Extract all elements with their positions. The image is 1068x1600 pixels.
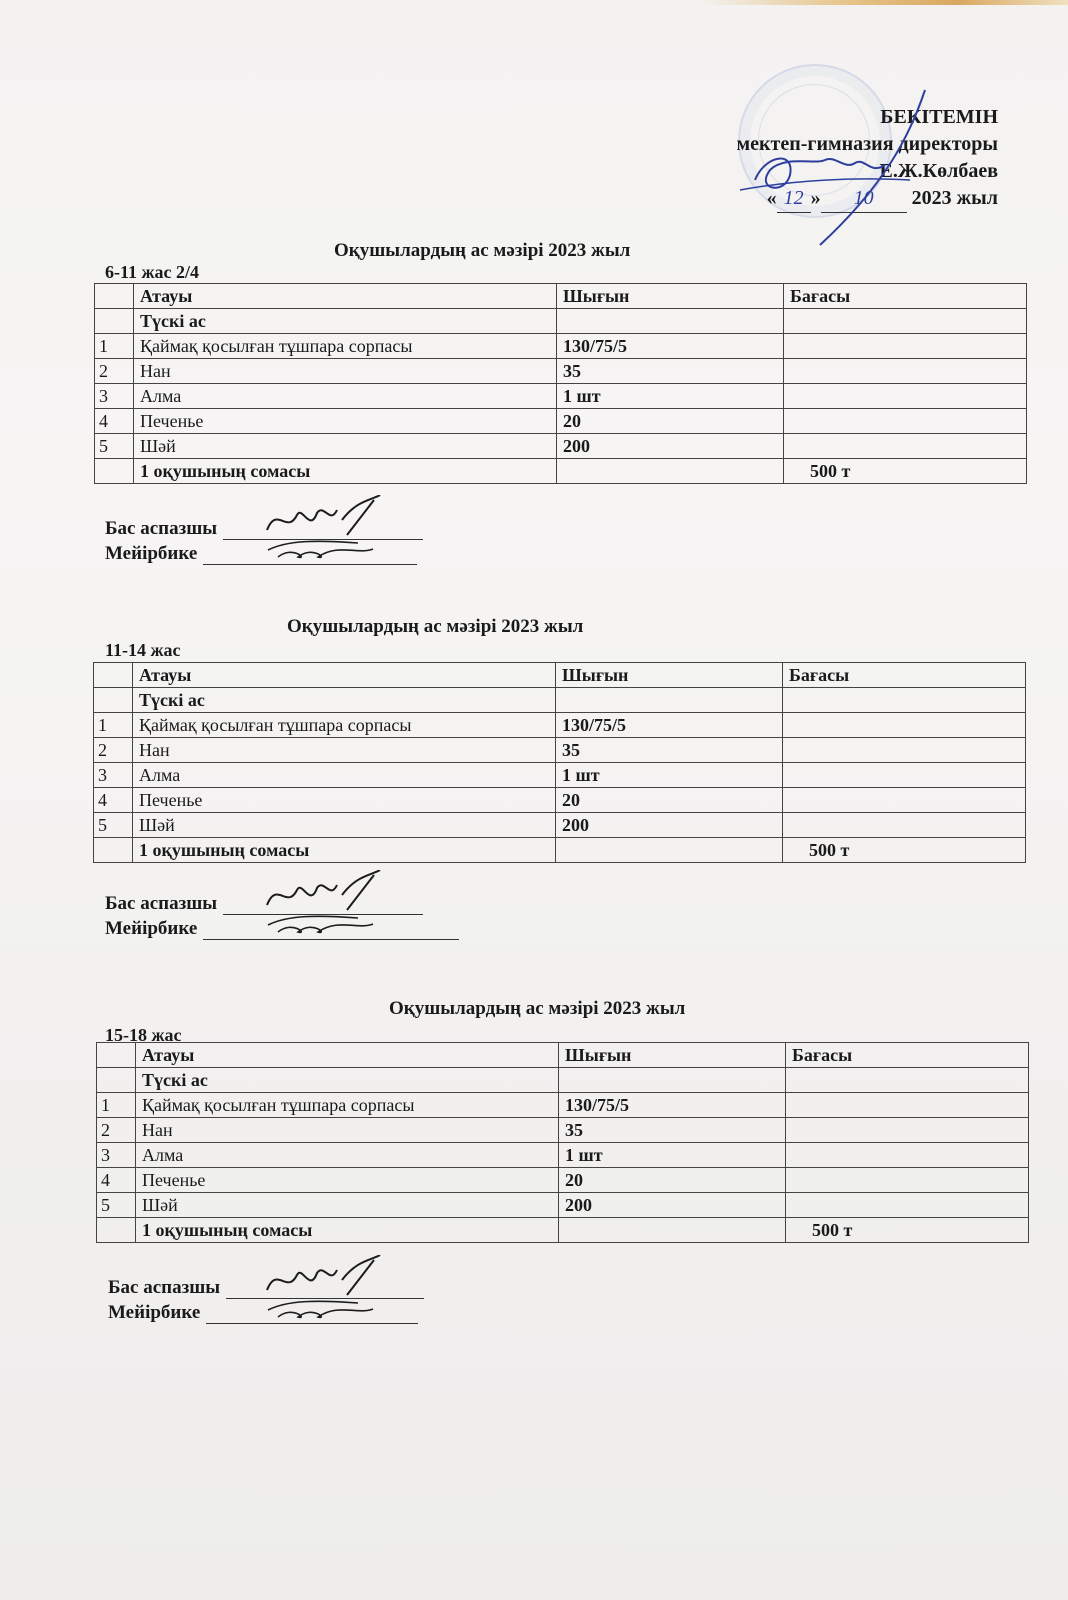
header-qty: Шығын: [557, 284, 784, 309]
empty-cell: [557, 309, 784, 334]
row-num: 1: [94, 713, 133, 738]
row-qty: 20: [556, 788, 783, 813]
table-row: [94, 813, 1026, 838]
menu-title: Оқушылардың ас мәзірі 2023 жыл: [389, 998, 686, 1019]
row-qty: 200: [557, 434, 784, 459]
row-name: Печенье: [133, 788, 556, 813]
row-num: 4: [94, 788, 133, 813]
signature-rule: [203, 938, 459, 940]
table-row: [95, 384, 1027, 409]
total-row: [95, 459, 1027, 484]
approval-name: Е.Ж.Көлбаев: [879, 160, 998, 182]
row-name: Қаймақ қосылған тұшпара сорпасы: [136, 1093, 559, 1118]
table-row: [94, 788, 1026, 813]
header-price: Бағасы: [783, 663, 1026, 688]
meal-name: Түскі ас: [133, 688, 556, 713]
nurse-signature-line: [105, 918, 459, 940]
table-header-row: [94, 663, 1026, 688]
total-value: 500 т: [786, 1218, 1029, 1243]
header-qty: Шығын: [559, 1043, 786, 1068]
header-num-cell: [94, 663, 133, 688]
empty-cell: [556, 688, 783, 713]
row-price: [783, 788, 1026, 813]
row-num: 1: [95, 334, 134, 359]
table-row: [95, 434, 1027, 459]
age-group: 15-18 жас: [105, 1025, 182, 1045]
row-qty: 130/75/5: [556, 713, 783, 738]
row-price: [786, 1193, 1029, 1218]
row-name: Қаймақ қосылған тұшпара сорпасы: [134, 334, 557, 359]
date-year: 2023 жыл: [911, 187, 998, 209]
row-price: [783, 813, 1026, 838]
menu-table: [96, 1042, 1029, 1243]
row-qty: 1 шт: [557, 384, 784, 409]
empty-cell: [97, 1068, 136, 1093]
meal-row: [97, 1068, 1029, 1093]
row-qty: 20: [559, 1168, 786, 1193]
row-num: 2: [95, 359, 134, 384]
row-num: 3: [94, 763, 133, 788]
approval-block: [736, 104, 998, 213]
row-price: [784, 384, 1027, 409]
date-open-quote: «: [766, 187, 777, 209]
row-num: 4: [95, 409, 134, 434]
background-strip: [700, 0, 1068, 5]
signature-rule: [223, 913, 423, 915]
table-row: [97, 1093, 1029, 1118]
signature-rule: [203, 563, 417, 565]
row-price: [784, 334, 1027, 359]
row-name: Нан: [136, 1118, 559, 1143]
row-num: 4: [97, 1168, 136, 1193]
row-qty: 35: [557, 359, 784, 384]
row-price: [784, 409, 1027, 434]
row-qty: 35: [556, 738, 783, 763]
table-row: [97, 1143, 1029, 1168]
row-price: [786, 1118, 1029, 1143]
row-num: 5: [94, 813, 133, 838]
row-name: Алма: [133, 763, 556, 788]
chef-label: Бас аспазшы: [105, 893, 218, 914]
empty-cell: [786, 1068, 1029, 1093]
header-price: Бағасы: [786, 1043, 1029, 1068]
row-qty: 20: [557, 409, 784, 434]
row-name: Нан: [133, 738, 556, 763]
empty-cell: [94, 838, 133, 863]
empty-cell: [783, 688, 1026, 713]
nurse-signature-line: [105, 543, 417, 565]
row-price: [783, 713, 1026, 738]
total-value: 500 т: [784, 459, 1027, 484]
table-row: [94, 763, 1026, 788]
row-num: 5: [97, 1193, 136, 1218]
nurse-signature-line: [108, 1302, 418, 1324]
header-num-cell: [95, 284, 134, 309]
meal-row: [95, 309, 1027, 334]
nurse-label: Мейірбике: [108, 1302, 201, 1323]
row-name: Алма: [134, 384, 557, 409]
row-price: [786, 1093, 1029, 1118]
date-month: 10: [821, 185, 907, 213]
table-row: [94, 738, 1026, 763]
row-name: Шәй: [134, 434, 557, 459]
row-num: 3: [95, 384, 134, 409]
approval-position: мектеп-гимназия директоры: [736, 133, 998, 155]
row-qty: 200: [556, 813, 783, 838]
chef-signature-line: [105, 893, 423, 915]
row-num: 5: [95, 434, 134, 459]
menu-title: Оқушылардың ас мәзірі 2023 жыл: [334, 240, 631, 261]
chef-signature-line: [105, 518, 423, 540]
row-price: [786, 1168, 1029, 1193]
nurse-label: Мейірбике: [105, 543, 198, 564]
menu-table: [94, 283, 1027, 484]
total-row: [97, 1218, 1029, 1243]
total-label: 1 оқушының сомасы: [136, 1218, 559, 1243]
row-qty: 35: [559, 1118, 786, 1143]
date-close-quote: »: [810, 187, 821, 209]
row-name: Нан: [134, 359, 557, 384]
table-row: [95, 334, 1027, 359]
nurse-label: Мейірбике: [105, 918, 198, 939]
chef-label: Бас аспазшы: [108, 1277, 221, 1298]
table-row: [95, 409, 1027, 434]
header-name: Атауы: [134, 284, 557, 309]
header-num-cell: [97, 1043, 136, 1068]
meal-name: Түскі ас: [136, 1068, 559, 1093]
row-price: [784, 359, 1027, 384]
menu-title: Оқушылардың ас мәзірі 2023 жыл: [287, 616, 584, 637]
empty-cell: [559, 1068, 786, 1093]
total-row: [94, 838, 1026, 863]
signature-rule: [206, 1322, 418, 1324]
empty-cell: [557, 459, 784, 484]
signature-rule: [223, 538, 423, 540]
row-price: [783, 738, 1026, 763]
row-name: Қаймақ қосылған тұшпара сорпасы: [133, 713, 556, 738]
empty-cell: [784, 309, 1027, 334]
row-name: Шәй: [136, 1193, 559, 1218]
row-qty: 130/75/5: [557, 334, 784, 359]
header-price: Бағасы: [784, 284, 1027, 309]
row-price: [783, 763, 1026, 788]
signature-rule: [226, 1297, 424, 1299]
meal-name: Түскі ас: [134, 309, 557, 334]
approval-title: БЕКІТЕМІН: [880, 106, 998, 128]
table-row: [97, 1193, 1029, 1218]
total-value: 500 т: [783, 838, 1026, 863]
age-group: 11-14 жас: [105, 640, 181, 660]
empty-cell: [97, 1218, 136, 1243]
empty-cell: [95, 309, 134, 334]
row-qty: 1 шт: [559, 1143, 786, 1168]
row-num: 2: [97, 1118, 136, 1143]
row-name: Алма: [136, 1143, 559, 1168]
row-price: [786, 1143, 1029, 1168]
total-label: 1 оқушының сомасы: [133, 838, 556, 863]
header-name: Атауы: [133, 663, 556, 688]
table-header-row: [95, 284, 1027, 309]
row-num: 1: [97, 1093, 136, 1118]
empty-cell: [559, 1218, 786, 1243]
table-header-row: [97, 1043, 1029, 1068]
table-row: [94, 713, 1026, 738]
header-qty: Шығын: [556, 663, 783, 688]
total-label: 1 оқушының сомасы: [134, 459, 557, 484]
row-price: [784, 434, 1027, 459]
date-day: 12: [777, 185, 811, 213]
row-qty: 1 шт: [556, 763, 783, 788]
header-name: Атауы: [136, 1043, 559, 1068]
empty-cell: [95, 459, 134, 484]
row-name: Печенье: [134, 409, 557, 434]
row-name: Шәй: [133, 813, 556, 838]
row-qty: 130/75/5: [559, 1093, 786, 1118]
chef-signature-line: [108, 1277, 424, 1299]
table-row: [97, 1118, 1029, 1143]
row-qty: 200: [559, 1193, 786, 1218]
empty-cell: [94, 688, 133, 713]
meal-row: [94, 688, 1026, 713]
row-name: Печенье: [136, 1168, 559, 1193]
row-num: 3: [97, 1143, 136, 1168]
table-row: [97, 1168, 1029, 1193]
menu-table: [93, 662, 1026, 863]
chef-label: Бас аспазшы: [105, 518, 218, 539]
age-group: 6-11 жас 2/4: [105, 262, 200, 282]
row-num: 2: [94, 738, 133, 763]
approval-date: [736, 185, 998, 213]
table-row: [95, 359, 1027, 384]
empty-cell: [556, 838, 783, 863]
